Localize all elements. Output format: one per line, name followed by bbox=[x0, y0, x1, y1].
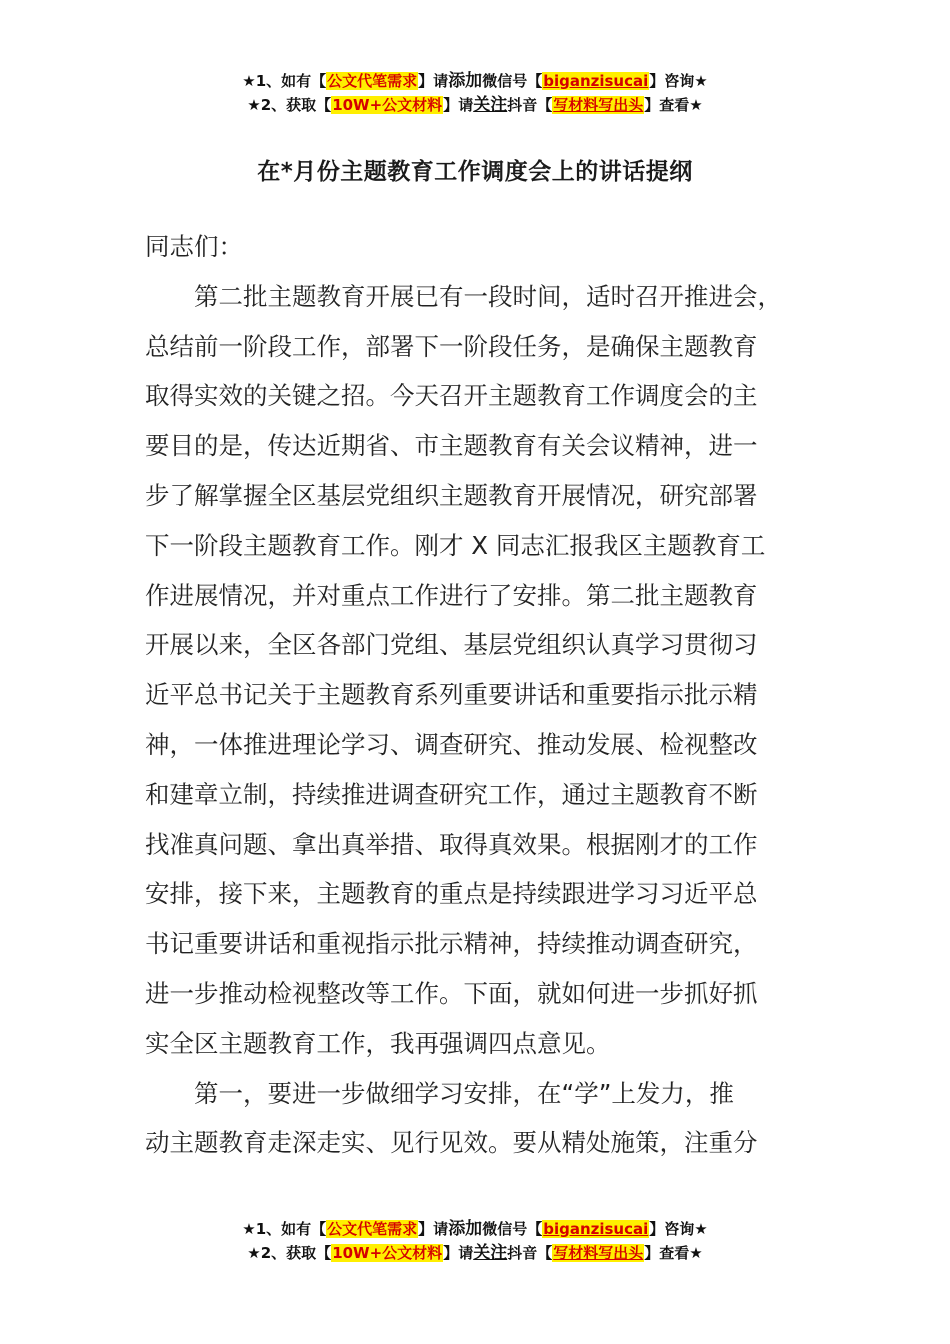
banner-text: ★2、获取【 bbox=[247, 96, 332, 114]
paragraph-line: 第二批主题教育开展已有一段时间，适时召开推进会， bbox=[194, 281, 782, 311]
banner-text: 】咨询★ bbox=[649, 1220, 708, 1238]
banner-text: 】咨询★ bbox=[649, 72, 708, 90]
emphasis-add: 添加 bbox=[448, 71, 483, 91]
highlight-wechat-id: biganzisucai bbox=[543, 72, 649, 90]
emphasis-follow: 关注 bbox=[473, 1243, 508, 1263]
paragraph-line: 安排，接下来，主题教育的重点是持续跟进学习习近平总 bbox=[145, 879, 758, 909]
highlight-materials: 10W+公文材料 bbox=[332, 1244, 443, 1262]
banner-text: ★1、如有【 bbox=[242, 72, 327, 90]
paragraph-line: 动主题教育走深走实、见行见效。要从精处施策，注重分 bbox=[145, 1128, 758, 1158]
document-title: 在*月份主题教育工作调度会上的讲话提纲 bbox=[257, 159, 693, 185]
banner-text: 】请 bbox=[443, 1244, 474, 1262]
banner-line-2 bbox=[0, 93, 950, 117]
emphasis-add: 添加 bbox=[448, 1219, 483, 1239]
highlight-materials: 10W+公文材料 bbox=[332, 96, 443, 114]
bottom-banner bbox=[0, 1217, 950, 1265]
banner-text: 抖音【 bbox=[507, 96, 553, 114]
banner-text: 微信号【 bbox=[482, 1220, 543, 1238]
paragraph-line: 进一步推动检视整改等工作。下面，就如何进一步抓好抓 bbox=[145, 978, 758, 1008]
highlight-service: 公文代笔需求 bbox=[327, 1220, 418, 1238]
paragraph-line: 第一，要进一步做细学习安排，在“学”上发力，推 bbox=[194, 1078, 734, 1108]
banner-text: 】请 bbox=[443, 96, 474, 114]
banner-line-2 bbox=[0, 1241, 950, 1265]
banner-text: 】查看★ bbox=[644, 96, 703, 114]
document-body bbox=[145, 222, 805, 1168]
paragraph-line: 书记重要讲话和重视指示批示精神，持续推动调查研究， bbox=[145, 929, 758, 959]
banner-text: ★2、获取【 bbox=[247, 1244, 332, 1262]
highlight-douyin: 写材料写出头 bbox=[553, 1244, 644, 1262]
paragraph-line: 找准真问题、拿出真举措、取得真效果。根据刚才的工作 bbox=[145, 829, 758, 859]
banner-text: 】请 bbox=[418, 72, 449, 90]
paragraph-line: 下一阶段主题教育工作。刚才 X 同志汇报我区主题教育工 bbox=[145, 530, 766, 560]
paragraph-line: 近平总书记关于主题教育系列重要讲话和重要指示批示精 bbox=[145, 680, 758, 710]
paragraph-line: 总结前一阶段工作，部署下一阶段任务，是确保主题教育 bbox=[145, 331, 758, 361]
top-banner bbox=[0, 69, 950, 117]
banner-text: 微信号【 bbox=[482, 72, 543, 90]
highlight-douyin: 写材料写出头 bbox=[553, 96, 644, 114]
paragraph-line: 实全区主题教育工作，我再强调四点意见。 bbox=[145, 1028, 611, 1058]
highlight-wechat-id: biganzisucai bbox=[543, 1220, 649, 1238]
banner-line-1 bbox=[0, 69, 950, 93]
paragraph-line: 作进展情况，并对重点工作进行了安排。第二批主题教育 bbox=[145, 580, 758, 610]
paragraph-line: 要目的是，传达近期省、市主题教育有关会议精神，进一 bbox=[145, 431, 758, 461]
banner-text: ★1、如有【 bbox=[242, 1220, 327, 1238]
paragraph-line: 开展以来，全区各部门党组、基层党组织认真学习贯彻习 bbox=[145, 630, 758, 660]
emphasis-follow: 关注 bbox=[473, 95, 508, 115]
banner-text: 抖音【 bbox=[507, 1244, 553, 1262]
paragraph-line: 步了解掌握全区基层党组织主题教育开展情况，研究部署 bbox=[145, 480, 758, 510]
paragraph-line: 取得实效的关键之招。今天召开主题教育工作调度会的主 bbox=[145, 381, 758, 411]
paragraph-line: 神，一体推进理论学习、调查研究、推动发展、检视整改 bbox=[145, 729, 758, 759]
paragraph-line: 和建章立制，持续推进调查研究工作，通过主题教育不断 bbox=[145, 779, 758, 809]
banner-text: 】查看★ bbox=[644, 1244, 703, 1262]
banner-line-1 bbox=[0, 1217, 950, 1241]
salutation: 同志们： bbox=[145, 232, 243, 261]
banner-text: 】请 bbox=[418, 1220, 449, 1238]
highlight-service: 公文代笔需求 bbox=[327, 72, 418, 90]
